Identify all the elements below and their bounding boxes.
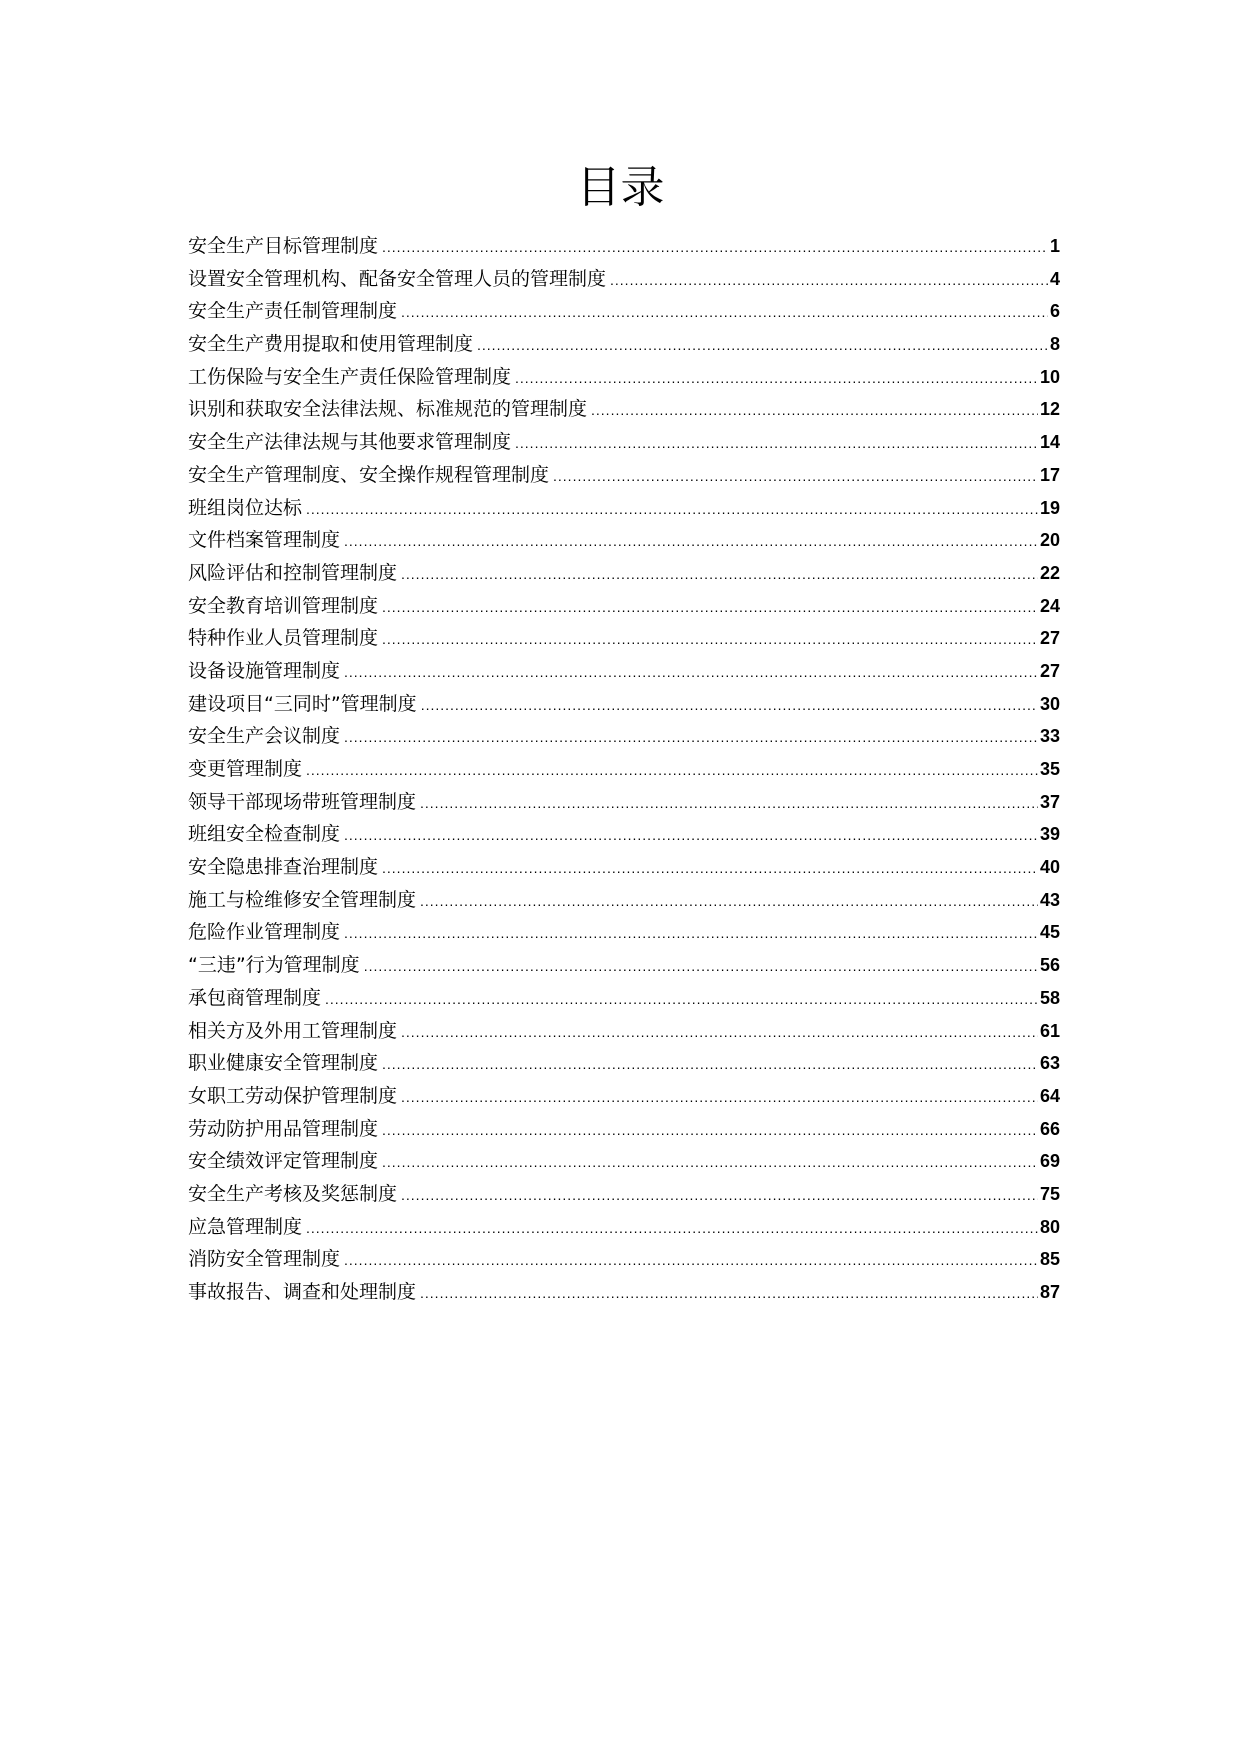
- toc-dot-leader: [344, 525, 1038, 558]
- toc-entry-title: 安全生产法律法规与其他要求管理制度: [188, 431, 512, 454]
- toc-entry-page-number: 10: [1039, 366, 1060, 387]
- toc-entry[interactable]: [188, 1113, 1060, 1146]
- toc-entry-page-number: 12: [1039, 399, 1060, 420]
- toc-entry-title: 班组安全检查制度: [188, 823, 341, 846]
- toc-entry[interactable]: [188, 557, 1060, 590]
- toc-dot-leader: [306, 1212, 1038, 1245]
- toc-entry-page-number: 39: [1039, 824, 1060, 845]
- toc-entry-title: 劳动防护用品管理制度: [188, 1117, 379, 1140]
- toc-entry-title: 特种作业人员管理制度: [188, 627, 379, 650]
- toc-entry-page-number: 58: [1039, 987, 1060, 1008]
- toc-dot-leader: [401, 1179, 1038, 1212]
- toc-entry[interactable]: [188, 1145, 1060, 1178]
- toc-entry[interactable]: [188, 916, 1060, 949]
- toc-entry-title: 风险评估和控制管理制度: [188, 561, 398, 584]
- toc-entry[interactable]: [188, 688, 1060, 721]
- toc-dot-leader: [401, 1016, 1038, 1049]
- toc-entry-page-number: 80: [1039, 1216, 1060, 1237]
- toc-entry-title: 安全生产考核及奖惩制度: [188, 1182, 398, 1205]
- toc-dot-leader: [515, 427, 1038, 460]
- toc-entry-title: 危险作业管理制度: [188, 921, 341, 944]
- toc-entry[interactable]: [188, 851, 1060, 884]
- toc-dot-leader: [477, 329, 1048, 362]
- toc-entry[interactable]: [188, 720, 1060, 753]
- toc-dot-leader: [306, 754, 1038, 787]
- toc-entry-title: 识别和获取安全法律法规、标准规范的管理制度: [188, 398, 588, 421]
- toc-entry[interactable]: [188, 818, 1060, 851]
- toc-entry[interactable]: [188, 492, 1060, 525]
- toc-dot-leader: [401, 1081, 1038, 1114]
- toc-entry-title: 女职工劳动保护管理制度: [188, 1084, 398, 1107]
- toc-entry-title: 变更管理制度: [188, 758, 303, 780]
- toc-entry-page-number: 27: [1039, 660, 1060, 681]
- toc-entry-page-number: 35: [1039, 759, 1060, 779]
- toc-entry-title: 文件档案管理制度: [188, 529, 341, 552]
- toc-entry-page-number: 45: [1039, 922, 1060, 943]
- toc-entry[interactable]: [188, 295, 1060, 328]
- toc-entry-title: 安全绩效评定管理制度: [188, 1150, 379, 1173]
- toc-entry-title: 事故报告、调查和处理制度: [188, 1281, 417, 1303]
- toc-entry[interactable]: [188, 230, 1060, 263]
- toc-entry-page-number: 37: [1039, 791, 1060, 812]
- toc-entry-title: 安全隐患排查治理制度: [188, 856, 379, 879]
- toc-entry-title: 消防安全管理制度: [188, 1248, 341, 1271]
- toc-entry-title: 安全教育培训管理制度: [188, 594, 379, 617]
- toc-entry-page-number: 27: [1039, 628, 1060, 649]
- toc-dot-leader: [420, 885, 1038, 918]
- toc-entry-title: 安全生产目标管理制度: [188, 235, 379, 257]
- toc-entry-page-number: 17: [1039, 464, 1060, 485]
- toc-entry[interactable]: [188, 753, 1060, 786]
- toc-dot-leader: [420, 1277, 1038, 1310]
- toc-entry[interactable]: [188, 949, 1060, 982]
- toc-entry[interactable]: [188, 1047, 1060, 1080]
- toc-entry-page-number: 24: [1039, 595, 1060, 616]
- toc-dot-leader: [382, 852, 1038, 885]
- toc-entry[interactable]: [188, 1080, 1060, 1113]
- toc-entry-title: 应急管理制度: [188, 1215, 303, 1238]
- toc-entry[interactable]: [188, 884, 1060, 917]
- toc-entry-title: 职业健康安全管理制度: [188, 1052, 379, 1075]
- toc-dot-leader: [382, 1146, 1038, 1179]
- toc-entry-page-number: 19: [1039, 497, 1060, 518]
- toc-entry[interactable]: [188, 393, 1060, 426]
- toc-entry-title: 设置安全管理机构、配备安全管理人员的管理制度: [188, 267, 607, 290]
- toc-entry-page-number: 66: [1039, 1118, 1060, 1139]
- toc-entry-page-number: 8: [1049, 334, 1060, 355]
- toc-entry-page-number: 1: [1049, 236, 1060, 256]
- toc-entry-title: 工伤保险与安全生产责任保险管理制度: [188, 365, 512, 388]
- toc-dot-leader: [344, 819, 1038, 852]
- toc-entry[interactable]: [188, 655, 1060, 688]
- toc-entry-title: 安全生产费用提取和使用管理制度: [188, 333, 474, 356]
- toc-dot-leader: [591, 394, 1038, 427]
- toc-title: 目录: [576, 162, 665, 213]
- toc-entry-page-number: 56: [1039, 955, 1060, 976]
- toc-dot-leader: [344, 721, 1038, 754]
- toc-entry[interactable]: [188, 328, 1060, 361]
- toc-dot-leader: [420, 787, 1038, 820]
- toc-entry-title: 班组岗位达标: [188, 496, 303, 519]
- toc-entry-page-number: 33: [1039, 726, 1060, 747]
- toc-entry[interactable]: [188, 524, 1060, 557]
- toc-dot-leader: [610, 264, 1048, 297]
- toc-entry-page-number: 4: [1049, 268, 1060, 289]
- toc-entry-page-number: 22: [1039, 562, 1060, 583]
- toc-dot-leader: [382, 1114, 1038, 1147]
- toc-entry-title: 建设项目“三同时”管理制度: [188, 692, 417, 715]
- toc-list: [188, 230, 1060, 1309]
- toc-entry-page-number: 69: [1039, 1151, 1060, 1172]
- toc-entry[interactable]: [188, 982, 1060, 1015]
- toc-dot-leader: [344, 656, 1038, 689]
- toc-entry-page-number: 14: [1039, 432, 1060, 453]
- toc-entry-title: 安全生产责任制管理制度: [188, 300, 398, 323]
- toc-dot-leader: [382, 1048, 1038, 1081]
- toc-entry[interactable]: [188, 1211, 1060, 1244]
- toc-entry[interactable]: [188, 263, 1060, 296]
- toc-entry-page-number: 43: [1039, 889, 1060, 910]
- toc-entry-page-number: 64: [1039, 1085, 1060, 1106]
- toc-dot-leader: [401, 296, 1048, 329]
- toc-entry[interactable]: [188, 1276, 1060, 1309]
- toc-entry-title: 相关方及外用工管理制度: [188, 1019, 398, 1042]
- toc-entry[interactable]: [188, 786, 1060, 819]
- toc-dot-leader: [325, 983, 1038, 1016]
- toc-entry[interactable]: [188, 1243, 1060, 1276]
- toc-entry-page-number: 87: [1039, 1282, 1060, 1302]
- toc-dot-leader: [421, 689, 1038, 722]
- toc-dot-leader: [382, 231, 1048, 264]
- toc-dot-leader: [382, 623, 1038, 656]
- toc-entry[interactable]: [188, 622, 1060, 655]
- toc-entry-page-number: 63: [1039, 1053, 1060, 1074]
- toc-entry[interactable]: [188, 1015, 1060, 1048]
- toc-entry-title: 领导干部现场带班管理制度: [188, 790, 417, 813]
- toc-entry-title: 承包商管理制度: [188, 986, 322, 1009]
- toc-dot-leader: [306, 493, 1038, 526]
- toc-entry-page-number: 61: [1039, 1020, 1060, 1041]
- toc-dot-leader: [364, 950, 1038, 983]
- toc-entry[interactable]: [188, 1178, 1060, 1211]
- toc-dot-leader: [382, 591, 1038, 624]
- toc-entry-title: “三违”行为管理制度: [188, 954, 360, 977]
- toc-entry-page-number: 20: [1039, 530, 1060, 551]
- toc-entry-page-number: 85: [1039, 1249, 1060, 1270]
- toc-dot-leader: [344, 1244, 1038, 1277]
- toc-entry[interactable]: [188, 459, 1060, 492]
- toc-dot-leader: [553, 460, 1038, 493]
- toc-entry-title: 安全生产管理制度、安全操作规程管理制度: [188, 463, 550, 486]
- toc-entry[interactable]: [188, 590, 1060, 623]
- toc-entry-title: 设备设施管理制度: [188, 659, 341, 682]
- toc-entry-page-number: 40: [1039, 857, 1060, 878]
- toc-entry-page-number: 75: [1039, 1183, 1060, 1204]
- toc-entry-title: 安全生产会议制度: [188, 725, 341, 748]
- toc-dot-leader: [401, 558, 1038, 591]
- toc-entry[interactable]: [188, 361, 1060, 394]
- toc-entry-title: 施工与检维修安全管理制度: [188, 888, 417, 911]
- toc-entry-page-number: 6: [1049, 301, 1060, 322]
- toc-dot-leader: [344, 917, 1038, 950]
- toc-entry[interactable]: [188, 426, 1060, 459]
- toc-entry-page-number: 30: [1039, 693, 1060, 714]
- toc-dot-leader: [515, 362, 1038, 395]
